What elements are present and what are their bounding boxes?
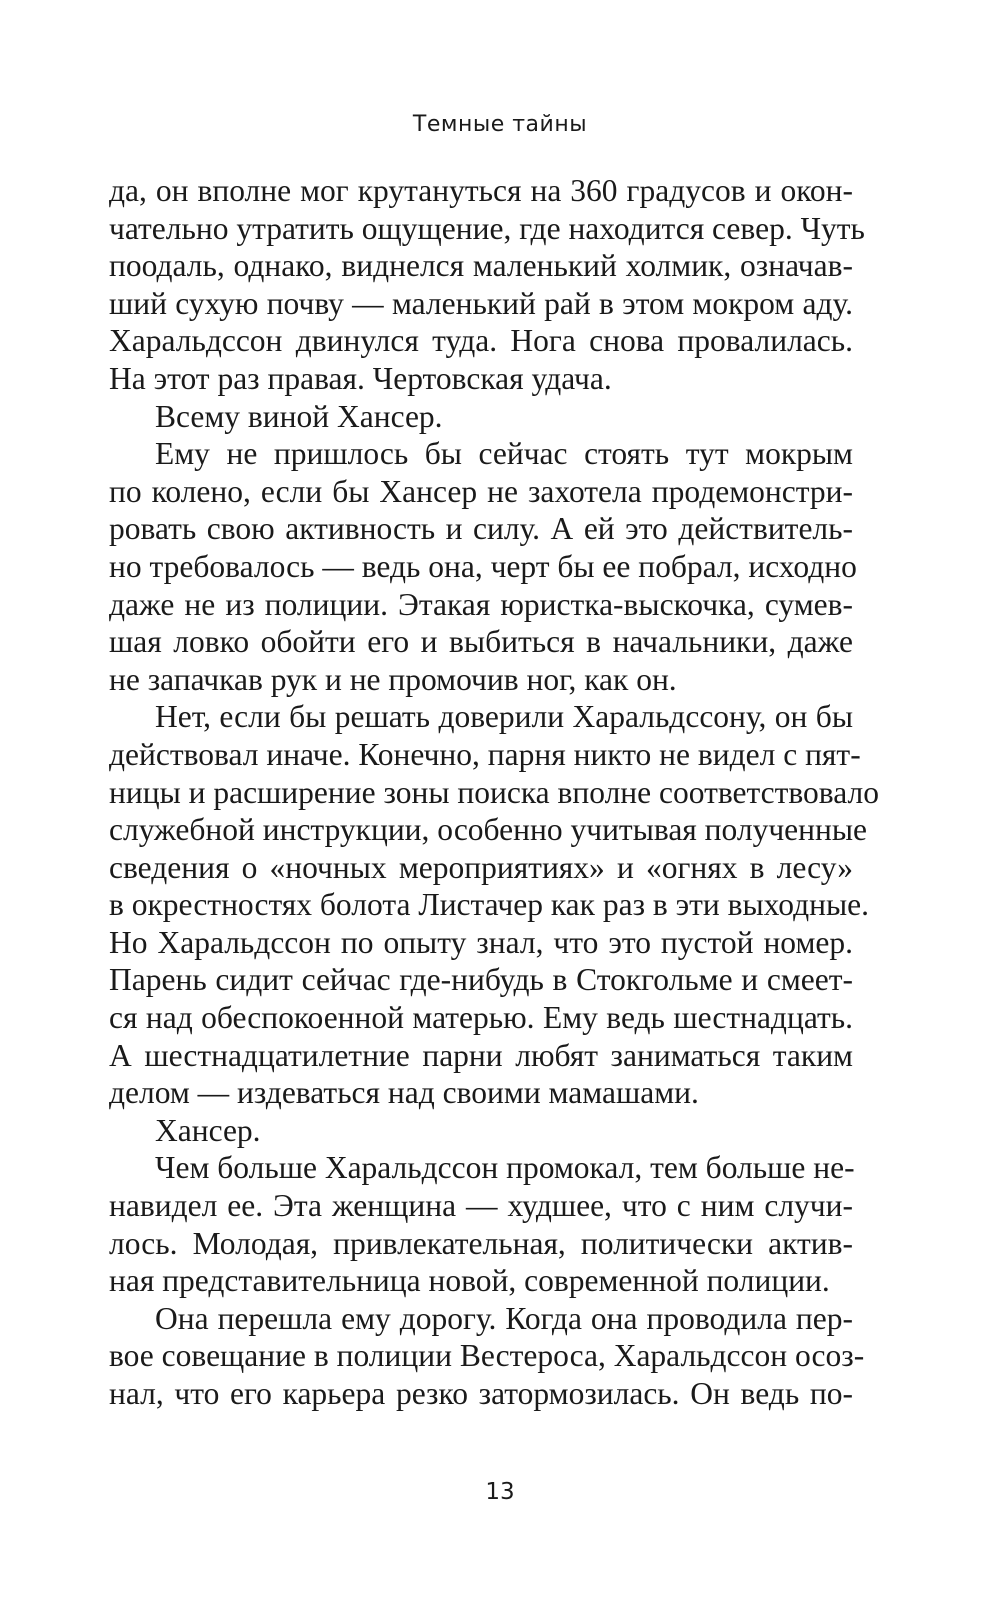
text-line: поодаль, однако, виднелся маленький холмик, означав- [109, 248, 853, 284]
running-head: Темные тайны [412, 112, 588, 137]
text-line: Парень сидит сейчас где-нибудь в Стокгольме и смеет- [109, 962, 853, 998]
text-line: Ему не пришлось бы сейчас стоять тут мокрым [155, 436, 853, 472]
text-line: служебной инструкции, особенно учитывая полученные [109, 812, 868, 848]
text-line: действовал иначе. Конечно, парня никто не видел с пят- [109, 736, 861, 772]
text-line: не запачкав рук и не промочив ног, как он. [109, 661, 677, 697]
text-line: ная представительница новой, современной полиции. [109, 1263, 830, 1299]
text-line: шая ловко обойти его и выбиться в начальники, даже [109, 624, 853, 660]
text-line: делом — издеваться над своими мамашами. [109, 1075, 699, 1111]
text-line: Она перешла ему дорогу. Когда она проводила пер- [155, 1300, 853, 1336]
text-line: Всему виной Хансер. [155, 398, 443, 434]
text-line: по колено, если бы Хансер не захотела продемонстри- [109, 473, 853, 509]
text-line: ницы и расширение зоны поиска вполне соответствовало [109, 774, 879, 810]
text-line: но требовалось — ведь она, черт бы ее побрал, исходно [109, 548, 857, 584]
text-line: навидел ее. Эта женщина — худшее, что с ним случи- [109, 1188, 853, 1224]
text-line: ший сухую почву — маленький рай в этом мокром аду. [109, 285, 853, 321]
text-line: Нет, если бы решать доверили Харальдссону, он бы [155, 699, 853, 735]
page-number: 13 [485, 1479, 515, 1505]
text-line: На этот раз правая. Чертовская удача. [109, 360, 612, 396]
text-line: Харальдссон двинулся туда. Нога снова провалилась. [109, 323, 853, 359]
text-line: даже не из полиции. Этакая юристка-выскочка, сумев- [109, 586, 853, 622]
text-line: лось. Молодая, привлекательная, политически актив- [109, 1225, 853, 1261]
text-line: чательно утратить ощущение, где находится север. Чуть [109, 210, 865, 246]
text-line: нал, что его карьера резко затормозилась. Он ведь по- [109, 1376, 853, 1411]
text-line: Чем больше Харальдссон промокал, тем больше не- [155, 1150, 855, 1186]
text-line: Хансер. [155, 1112, 261, 1148]
body-text [109, 172, 879, 1413]
text-line: да, он вполне мог крутануться на 360 градусов и окон- [109, 173, 853, 208]
text-line: ровать свою активность и силу. А ей это действитель- [109, 511, 853, 547]
text-line: Но Харальдссон по опыту знал, что это пустой номер. [109, 924, 853, 960]
text-line: сведения о «ночных мероприятиях» и «огнях в лесу» [109, 849, 853, 885]
text-line: ся над обеспокоенной матерью. Ему ведь шестнадцать. [109, 1000, 853, 1036]
text-line: А шестнадцатилетние парни любят заниматься таким [109, 1037, 853, 1073]
text-line: в окрестностях болота Листачер как раз в эти выходные. [109, 887, 869, 923]
text-line: вое совещание в полиции Вестероса, Харальдссон осоз- [109, 1338, 865, 1374]
